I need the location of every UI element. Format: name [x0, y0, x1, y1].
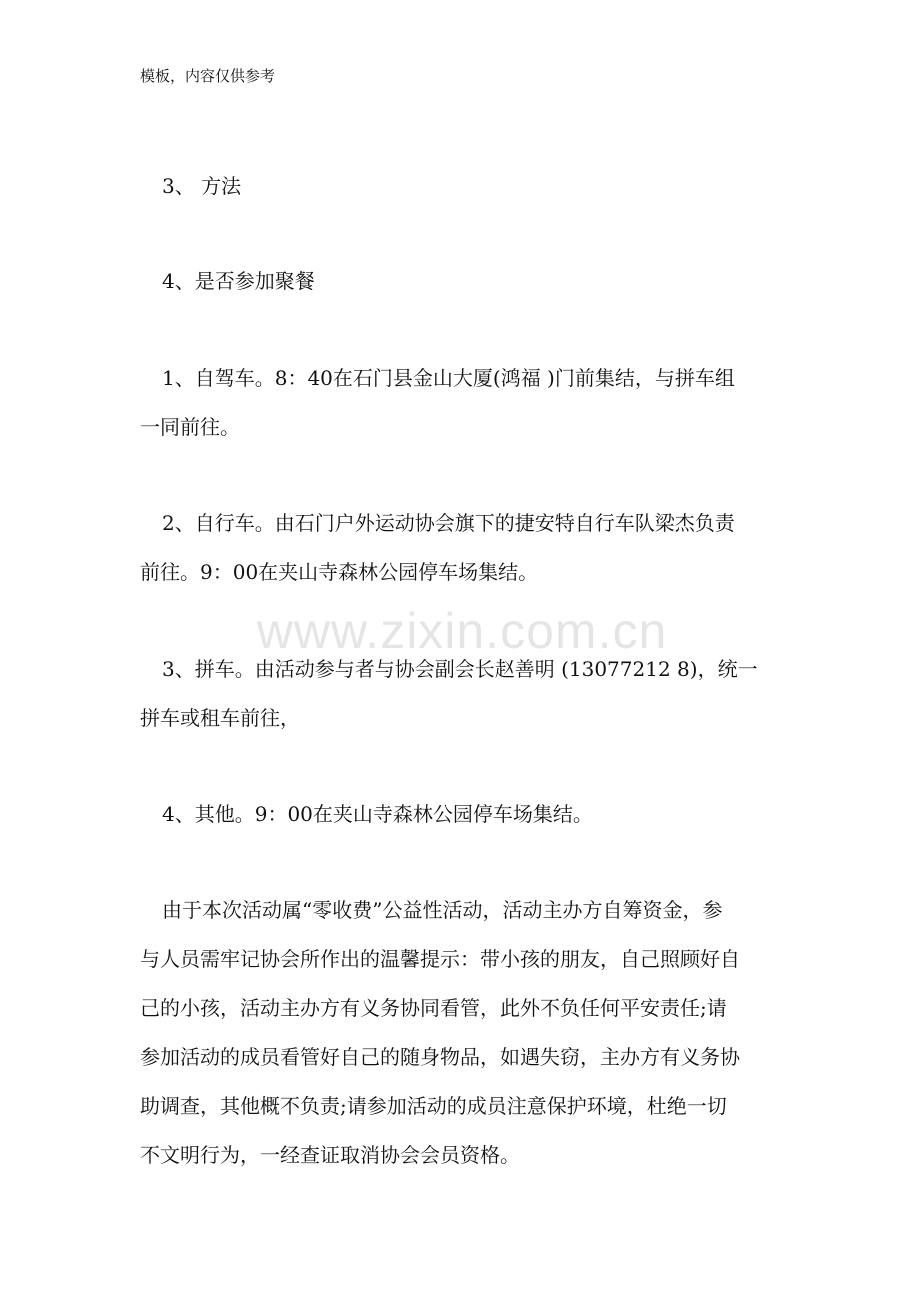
- paragraph-line: 己的小孩，活动主办方有义务协同看管，此外不负任何平安责任;请: [140, 996, 727, 1020]
- paragraph-line: 一同前往。: [140, 415, 240, 439]
- paragraph-line: 不文明行为，一经查证取消协会会员资格。: [140, 1143, 520, 1167]
- paragraph-line: 3、拼车。由活动参与者与协会副会长赵善明 (13077212 8)，统一: [162, 657, 758, 681]
- watermark: www.zixin.com.cn: [256, 603, 668, 659]
- paragraph-line: 由于本次活动属“零收费”公益性活动，活动主办方自筹资金，参: [162, 898, 723, 922]
- paragraph-line: 助调查，其他概不负责;请参加活动的成员注意保护环境，杜绝一切: [140, 1094, 727, 1118]
- paragraph-line: 与人员需牢记协会所作出的温馨提示：带小孩的朋友，自己照顾好自: [140, 947, 740, 971]
- paragraph-other: 4、其他。9：00在夹山寺森林公园停车场集结。: [162, 802, 593, 826]
- header-note: 模板，内容仅供参考: [140, 67, 276, 85]
- paragraph-line: 1、自驾车。8：40在石门县金山大厦(鸿福 )门前集结，与拼车组: [162, 366, 735, 390]
- item-method: 3、 方法: [162, 174, 242, 198]
- paragraph-line: 2、自行车。由石门户外运动协会旗下的捷安特自行车队梁杰负责: [162, 511, 735, 535]
- item-dinner: 4、是否参加聚餐: [162, 269, 315, 293]
- paragraph-line: 拼车或租车前往，: [140, 706, 300, 730]
- paragraph-line: 前往。9：00在夹山寺森林公园停车场集结。: [140, 560, 539, 584]
- paragraph-line: 参加活动的成员看管好自己的随身物品，如遇失窃，主办方有义务协: [140, 1045, 740, 1069]
